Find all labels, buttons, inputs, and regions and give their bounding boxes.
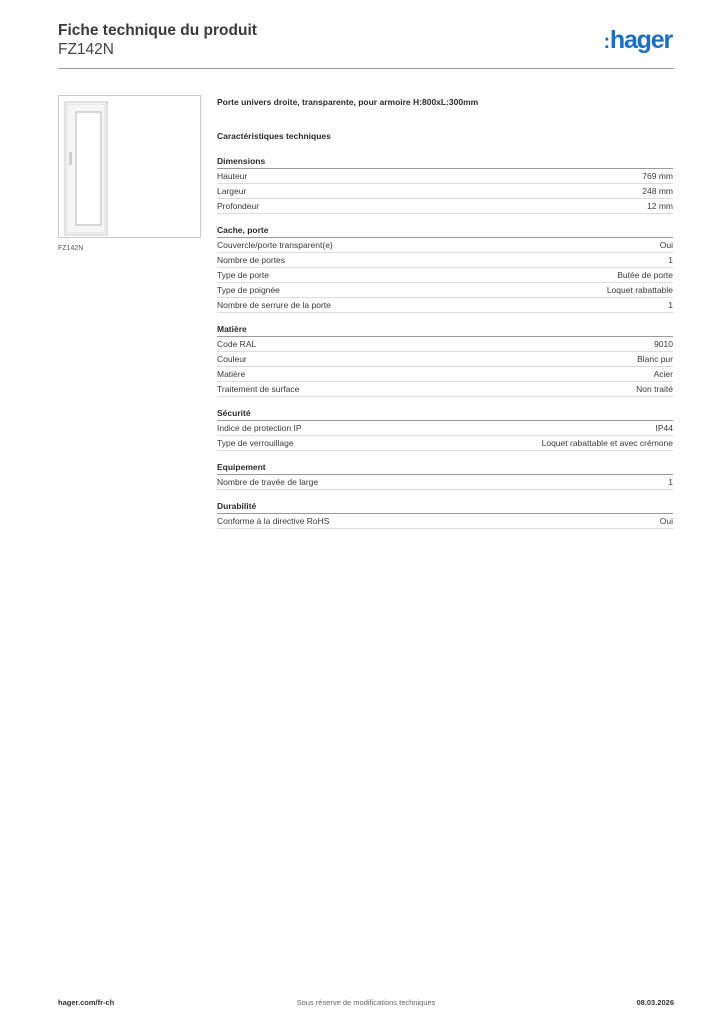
hager-logo — [603, 26, 672, 55]
spec-group-title: Matière — [217, 322, 673, 337]
spec-value: Non traité — [636, 384, 673, 394]
spec-group-title: Dimensions — [217, 154, 673, 169]
spec-row — [217, 253, 673, 268]
spec-label: Couvercle/porte transparent(e) — [217, 240, 333, 250]
spec-row — [217, 268, 673, 283]
characteristics-title: Caractéristiques techniques — [217, 131, 331, 141]
spec-value: Acier — [653, 369, 673, 379]
spec-value: IP44 — [655, 423, 673, 433]
spec-label: Couleur — [217, 354, 247, 364]
spec-row — [217, 184, 673, 199]
spec-row — [217, 238, 673, 253]
spec-label: Indice de protection IP — [217, 423, 302, 433]
spec-row — [217, 298, 673, 313]
spec-label: Largeur — [217, 186, 247, 196]
footer-notice: Sous réserve de modifications techniques — [296, 998, 436, 1007]
logo-dots-icon: : — [603, 31, 609, 53]
spec-row — [217, 283, 673, 298]
spec-group-title: Equipement — [217, 460, 673, 475]
spec-value: 12 mm — [647, 201, 673, 211]
spec-label: Profondeur — [217, 201, 260, 211]
spec-group-title: Durabilité — [217, 499, 673, 514]
product-image — [58, 95, 201, 238]
spec-label: Matière — [217, 369, 246, 379]
spec-value: Loquet rabattable — [606, 285, 673, 295]
spec-value: 1 — [668, 477, 673, 487]
spec-label: Type de poignée — [217, 285, 280, 295]
logo-text: hager — [609, 26, 672, 54]
characteristics-groups — [217, 154, 673, 529]
spec-group — [217, 499, 673, 529]
spec-label: Hauteur — [217, 171, 248, 181]
spec-label: Nombre de portes — [217, 255, 286, 265]
spec-label: Code RAL — [217, 339, 257, 349]
spec-label: Nombre de travée de large — [217, 477, 319, 487]
spec-group-title: Cache, porte — [217, 223, 673, 238]
page-header — [58, 22, 674, 70]
spec-row — [217, 199, 673, 214]
spec-value: Blanc pur — [637, 354, 673, 364]
door-illustration-icon — [59, 96, 202, 239]
spec-label: Conforme à la directive RoHS — [217, 516, 330, 526]
footer-website: hager.com/fr-ch — [58, 998, 115, 1007]
page-title: Fiche technique du produit — [58, 22, 257, 39]
spec-label: Nombre de serrure de la porte — [217, 300, 331, 310]
spec-row — [217, 475, 673, 490]
spec-group — [217, 322, 673, 397]
characteristics-panel — [217, 97, 673, 529]
spec-value: 769 mm — [642, 171, 673, 181]
spec-group — [217, 406, 673, 451]
spec-row — [217, 436, 673, 451]
spec-group — [217, 154, 673, 214]
spec-row — [217, 382, 673, 397]
spec-row — [217, 421, 673, 436]
spec-label: Type de porte — [217, 270, 269, 280]
footer-date: 08.03.2026 — [636, 998, 674, 1007]
image-caption: FZ142N — [58, 245, 84, 252]
spec-value: Oui — [659, 240, 673, 250]
spec-group — [217, 223, 673, 313]
spec-value: Oui — [659, 516, 673, 526]
spec-value: 248 mm — [642, 186, 673, 196]
spec-label: Type de verrouillage — [217, 438, 294, 448]
spec-value: 1 — [668, 255, 673, 265]
spec-row — [217, 352, 673, 367]
spec-row — [217, 169, 673, 184]
spec-value: 9010 — [654, 339, 673, 349]
spec-value: Loquet rabattable et avec crémone — [541, 438, 673, 448]
spec-row — [217, 514, 673, 529]
spec-row — [217, 367, 673, 382]
spec-group-title: Sécurité — [217, 406, 673, 421]
product-description: Porte univers droite, transparente, pour armoire H:800xL:300mm — [217, 97, 479, 107]
spec-row — [217, 337, 673, 352]
spec-value: Butée de porte — [617, 270, 673, 280]
header-divider — [58, 68, 674, 69]
product-reference: FZ142N — [58, 41, 114, 58]
spec-group — [217, 460, 673, 490]
spec-label: Traitement de surface — [217, 384, 300, 394]
spec-value: 1 — [668, 300, 673, 310]
